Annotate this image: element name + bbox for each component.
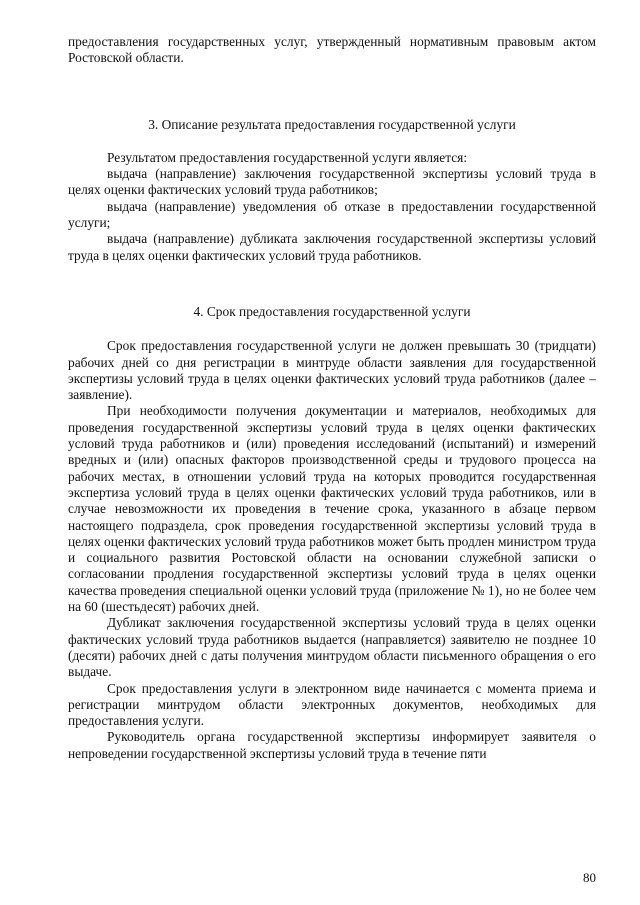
section-4-paragraph-3: Дубликат заключения государственной экспертизы условий труда в целях оценки фактических условий труда работников выдается (направляется) заявителю не позднее 10 (десяти) рабочих дней с даты получения минтрудом области письменного обращения о его выдаче.: [68, 615, 596, 680]
section-4-paragraph-1: Срок предоставления государственной услуги не должен превышать 30 (тридцати) рабочих дней со дня регистрации в минтруде области заявления для государственной экспертизы условий труда в целях оценки фактических условий труда работников (далее – заявление).: [68, 338, 596, 403]
document-page: [68, 34, 596, 762]
section-4-paragraph-4: Срок предоставления услуги в электронном виде начинается с момента приема и регистрации минтрудом области электронных документов, необходимых для предоставления услуги.: [68, 680, 596, 729]
section-3-paragraph-3: выдача (направление) уведомления об отказе в предоставлении государственной услуги;: [68, 198, 596, 231]
section-3-paragraph-1: Результатом предоставления государственной услуги является:: [107, 149, 468, 165]
section-4-paragraph-5: Руководитель органа государственной экспертизы информирует заявителя о непроведении государственной экспертизы условий труда в течение пяти: [68, 729, 596, 761]
page-number: 80: [583, 870, 596, 885]
section-3-heading: 3. Описание результата предоставления государственной услуги: [148, 116, 516, 132]
section-3-paragraph-2: выдача (направление) заключения государственной экспертизы условий труда в целях оценки фактических условий труда работников;: [68, 166, 596, 198]
section-4-heading: 4. Срок предоставления государственной услуги: [193, 303, 471, 319]
section-3-paragraph-4: выдача (направление) дубликата заключения государственной экспертизы условий труда в целях оценки фактических условий труда работников.: [68, 231, 596, 263]
intro-paragraph: предоставления государственных услуг, утвержденный нормативным правовым актом Ростовской области.: [68, 34, 596, 66]
section-4-paragraph-2: При необходимости получения документации и материалов, необходимых для проведения государственной экспертизы условий труда в целях оценки фактических условий труда работников и (или) проведения исследований (испытаний) и измерений вредных и (или) опасных факторов производственной среды и трудового процесса на рабочих местах, в отношении условий труда на которых проводится государственная экспертиза условий труда в целях оценки фактических условий труда работников, или в случае невозможности их проведения в течение срока, указанного в абзаце первом настоящего подраздела, срок проведения государственной экспертизы условий труда в целях оценки фактических условий труда работников может быть продлен министром труда и социального развития Ростовской области на основании служебной записки о согласовании продления государственной экспертизы условий труда в целях оценки качества проведения специальной оценки условий труда (приложение № 1), но не более чем на 60 (шестьдесят) рабочих дней.: [68, 403, 596, 615]
